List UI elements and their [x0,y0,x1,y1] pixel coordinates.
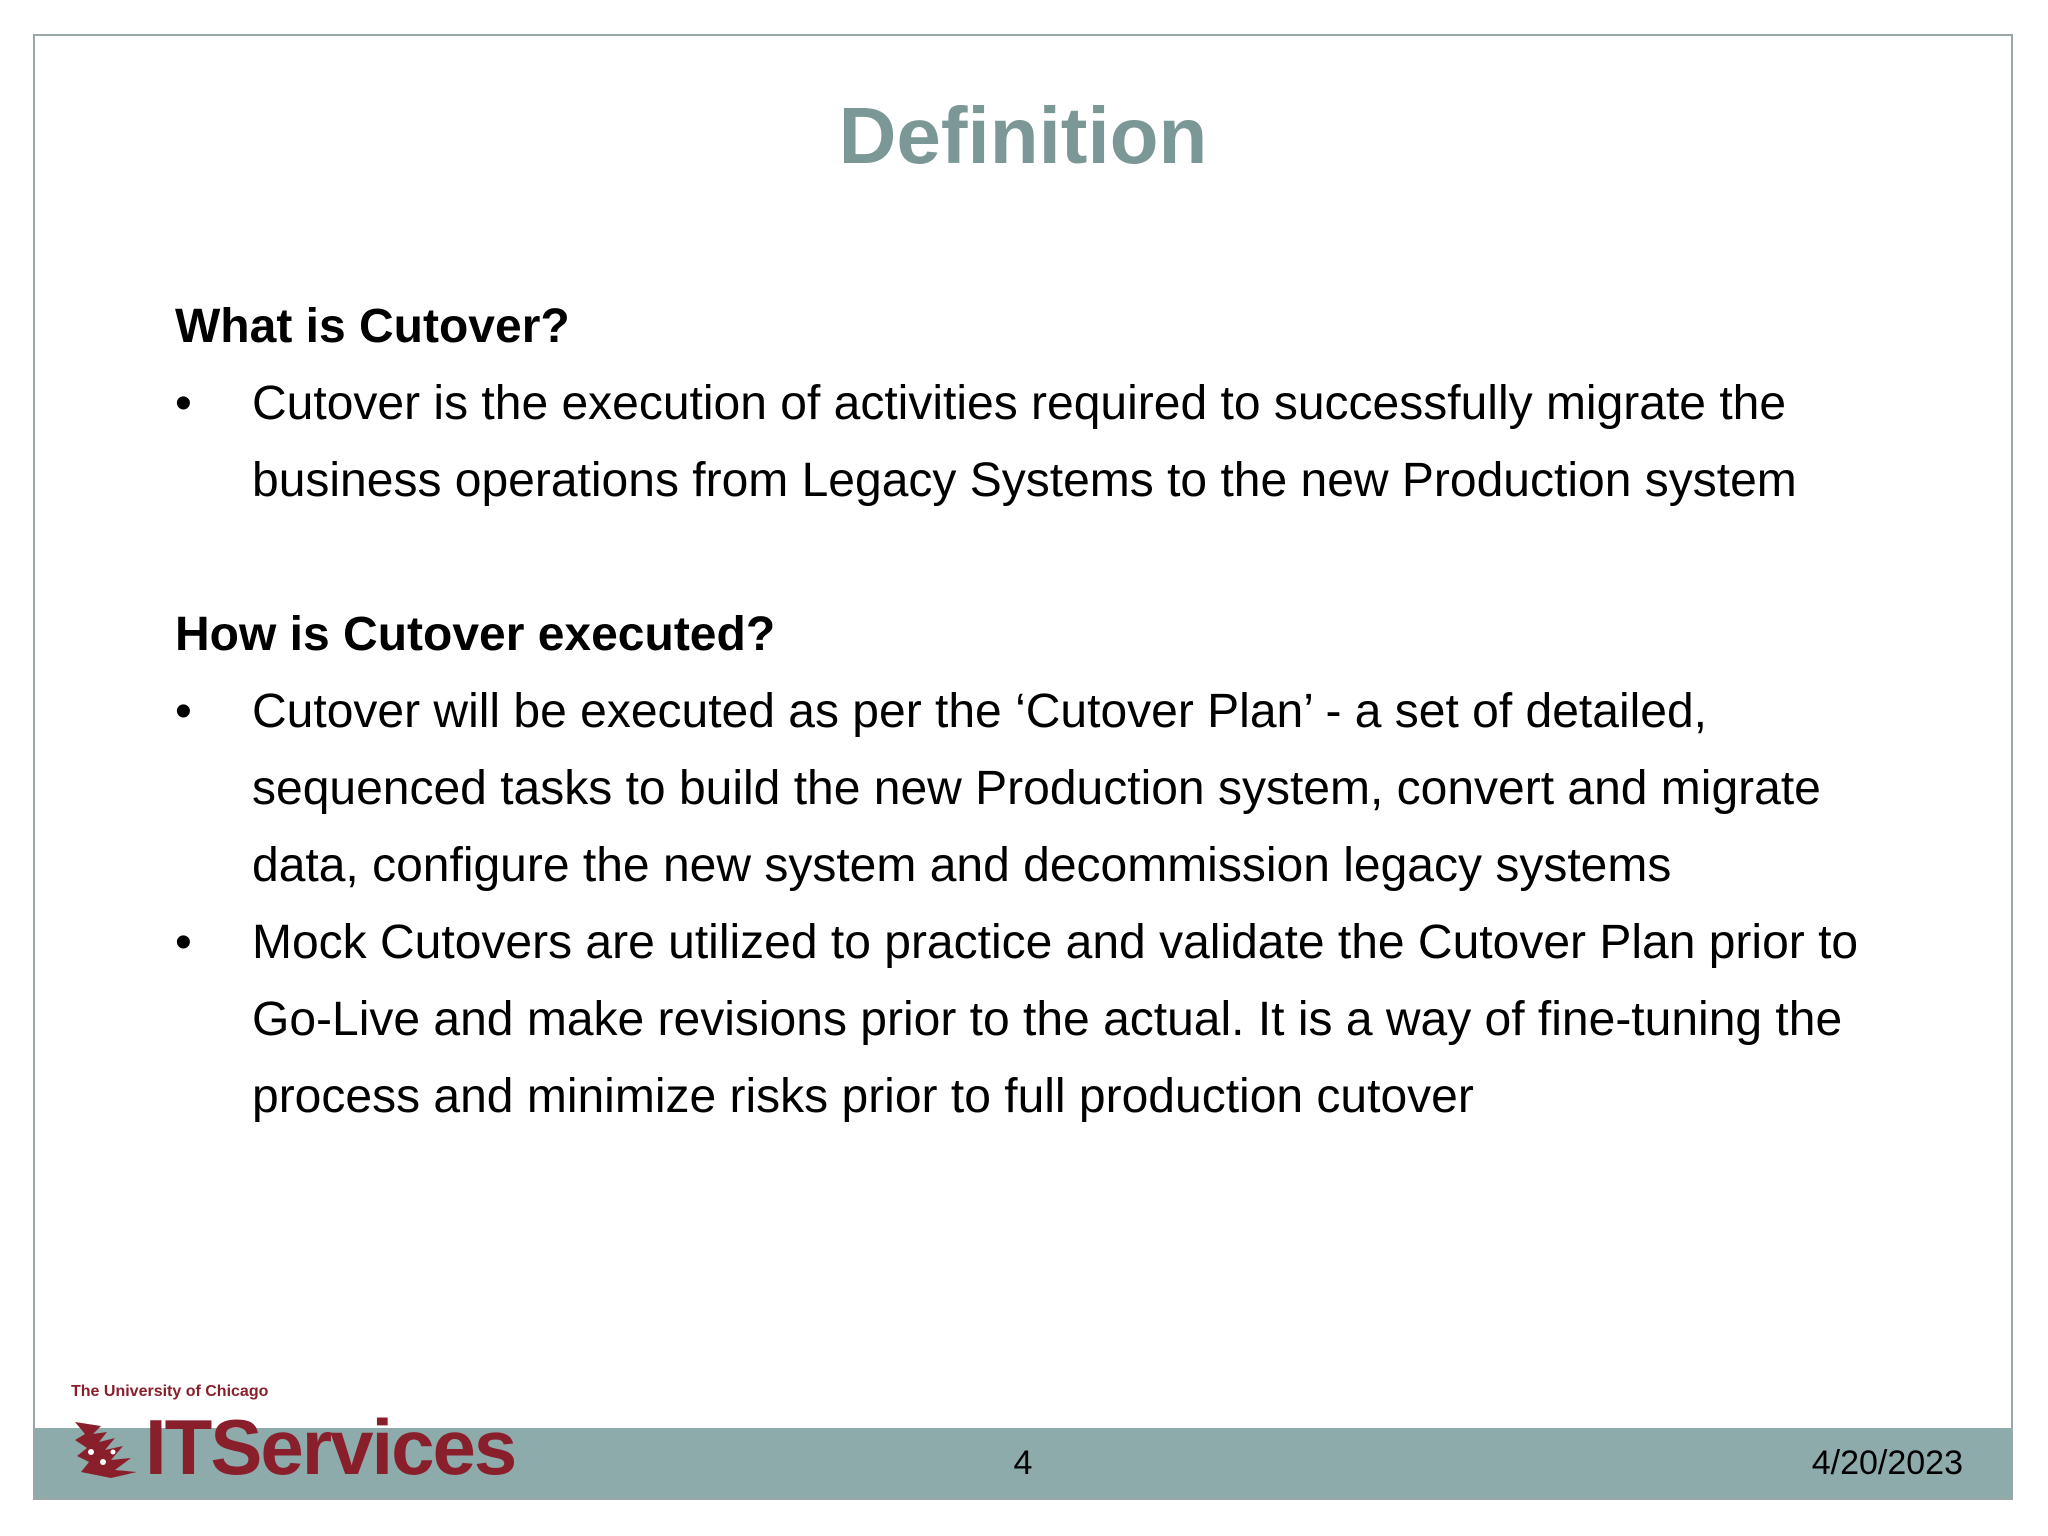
bullet-dot: • [175,377,192,430]
slide [33,34,2013,1500]
slide-body [175,288,1895,1135]
logo-brand [71,1403,516,1491]
bullet-text: Mock Cutovers are utilized to practice and validate the Cutover Plan prior to Go-Live and make revisions prior to the actual. It is a way of fine-tuning the process and minimize risks prior to full production cutover [252,916,1859,1123]
section-spacer [175,519,1895,596]
footer-date: 4/20/2023 [1811,1444,1963,1482]
section-heading-how: How is Cutover executed? [175,608,776,661]
section-heading-what: What is Cutover? [175,300,570,353]
logo-brand-text: ITServices [145,1403,516,1491]
it-services-logo [71,1382,541,1492]
bullet-dot: • [175,916,192,969]
bullet-text: Cutover will be executed as per the ‘Cutover Plan’ - a set of detailed, sequenced tasks to build the new Production system, convert and migrate data, configure the new system and decommission legacy systems [252,685,1821,892]
slide-title: Definition [838,91,1208,180]
bullet-item [175,365,1895,519]
uchicago-phoenix-logo-icon [71,1412,141,1482]
bullet-item [175,904,1895,1135]
bullet-text: Cutover is the execution of activities required to successfully migrate the business operations from Legacy Systems to the new Production system [252,377,1797,507]
bullet-dot: • [175,685,192,738]
page-number: 4 [1013,1444,1033,1482]
bullet-item [175,673,1895,904]
logo-university-text: The University of Chicago [71,1383,269,1400]
